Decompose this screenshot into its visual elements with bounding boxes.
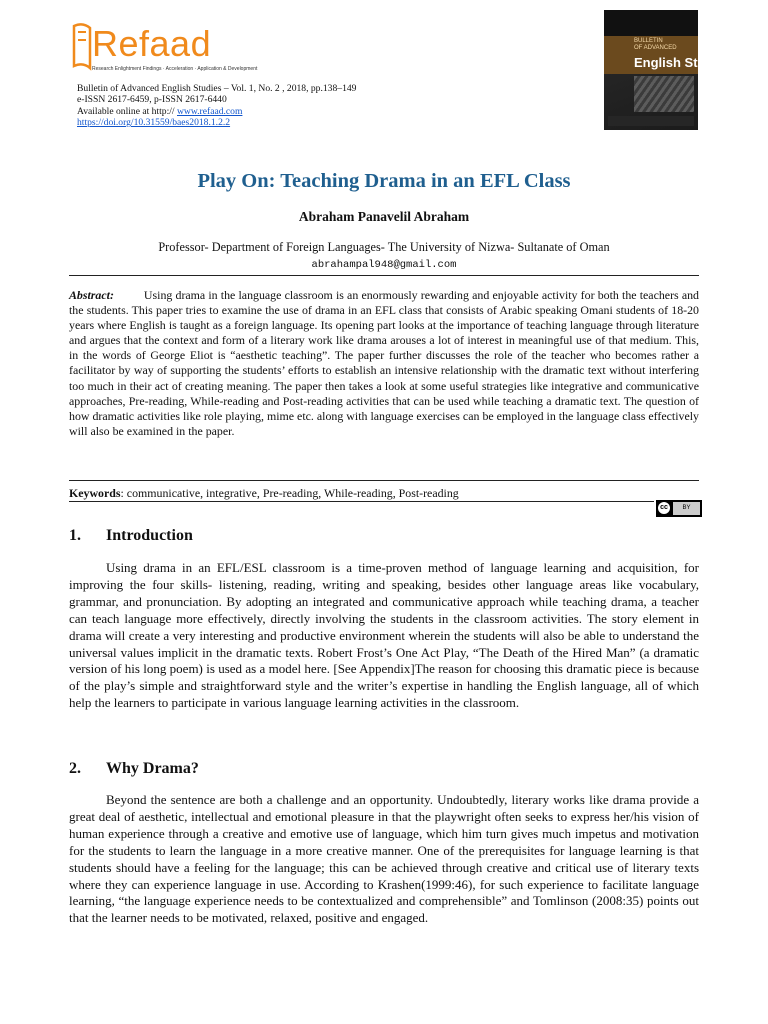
cover-line-1: BULLETIN bbox=[634, 38, 663, 44]
keywords-label: Keywords bbox=[69, 486, 121, 500]
website-link[interactable]: www.refaad.com bbox=[177, 105, 243, 117]
by-icon: BY bbox=[673, 502, 700, 515]
keywords-text: : communicative, integrative, Pre-reading, While-reading, Post-reading bbox=[120, 486, 459, 500]
logo-tagline: Research Enlightment Findings · Acceleration · Application & Development bbox=[92, 66, 258, 72]
cc-icon: cc bbox=[658, 502, 670, 514]
section-heading bbox=[69, 527, 193, 545]
available-online: Available online at http:// www.refaad.com bbox=[77, 105, 243, 117]
section-body: Beyond the sentence are both a challenge and an opportunity. Undoubtedly, literary works like drama provide a great deal of aesthetic, intellectual and emotional pleasure in that the playwright often seeks to express her/his vision of human experience through a creative and emotive use of language, which him turn gives much impetus and motivation for the students to learn the language in a more creative manner. One of the prerequisites for language learning is that students should have a feeling for the language; this can be achieved through creative and critical use of literary texts where they can experience language in use. According to Krashen(1999:46), for such experience to facilitate language learning, “the language experience needs to be contextualized and comprehensible” and Tomlinson (2008:35) points out that the learner needs to be motivated, relaxed, positive and engaged. bbox=[69, 792, 699, 926]
cover-line-2: OF ADVANCED bbox=[634, 45, 677, 51]
abstract bbox=[69, 288, 699, 439]
section-title: Why Drama? bbox=[106, 760, 199, 777]
section-title: Introduction bbox=[106, 527, 193, 544]
paper-title: Play On: Teaching Drama in an EFL Class bbox=[197, 170, 571, 192]
cover-artwork bbox=[634, 76, 694, 112]
issn-line: e-ISSN 2617-6459, p-ISSN 2617-6440 bbox=[77, 94, 227, 106]
author-name: Abraham Panavelil Abraham bbox=[298, 209, 470, 224]
journal-cover bbox=[604, 10, 732, 130]
logo-wordmark: Refaad bbox=[92, 23, 212, 64]
cover-line-3: English Studies bbox=[634, 55, 732, 70]
section-number: 1. bbox=[69, 527, 81, 544]
section-number: 2. bbox=[69, 760, 81, 777]
divider bbox=[69, 275, 699, 276]
author-affiliation: Professor- Department of Foreign Languages- The University of Nizwa- Sultanate of Oman bbox=[158, 240, 610, 254]
section-body: Using drama in an EFL/ESL classroom is a time-proven method of language learning and acquisition, for improving the four skills- listening, reading, writing and speaking, besides other language areas like vocabulary, grammar, and pronunciation. By adopting an integrated and communicative approach while teaching drama, a teacher can teach language more effectively, directly involving the students in the classroom activities. The story element in drama will create a very interesting and productive environment wherein the students will also be able to understand the universal values implicit in the dramatic texts. Robert Frost’s One Act Play, “The Death of the Hired Man” (a dramatic version of his long poem) is used as a model here. [See Appendix]The reason for choosing this dramatic piece is because of the play’s simple and straightforward style and the writer’s expertise in handling the English language, all of which help the learners to participate in various language learning activities in the classroom. bbox=[69, 560, 699, 711]
journal-info bbox=[77, 83, 356, 129]
divider bbox=[69, 480, 699, 481]
keywords bbox=[69, 486, 699, 501]
abstract-label: Abstract: bbox=[69, 288, 114, 302]
doi-link[interactable]: https://doi.org/10.31559/baes2018.1.2.2 bbox=[77, 117, 231, 129]
cc-license-badge[interactable] bbox=[656, 500, 702, 517]
journal-citation: Bulletin of Advanced English Studies – Vol. 1, No. 2 , 2018, pp.138–149 bbox=[77, 83, 357, 94]
section-heading bbox=[69, 760, 199, 778]
abstract-text: Using drama in the language classroom is an enormously rewarding and enjoyable activity for both the teachers and the students. This paper tries to examine the use of drama in an EFL class that consists of Arabic speaking Omani students of 18-20 years where English is taught as a foreign language. Its opening part looks at the importance of teaching language through literature and argues that the context and form of a literary work like drama arouses a lot of interest in meaningful use of that medium. This, in the words of George Eliot is “aesthetic teaching”. The paper further discusses the role of the teacher who becomes rather a facilitator by way of supporting the students’ efforts to establish an intensive relationship with the dramatic text without interfering too much in their act of creating meaning. The paper then takes a look at some useful strategies like integrative and communicative approaches, Pre-reading, While-reading and Post-reading activities that can be used while teaching a dramatic text. The question of how dramatic activities like role playing, mime etc. along with language exercises can be employed in the language class effectively will also be examined in the paper. bbox=[69, 288, 699, 438]
divider bbox=[69, 501, 654, 502]
author-email[interactable]: abrahampal948@gmail.com bbox=[311, 259, 457, 271]
